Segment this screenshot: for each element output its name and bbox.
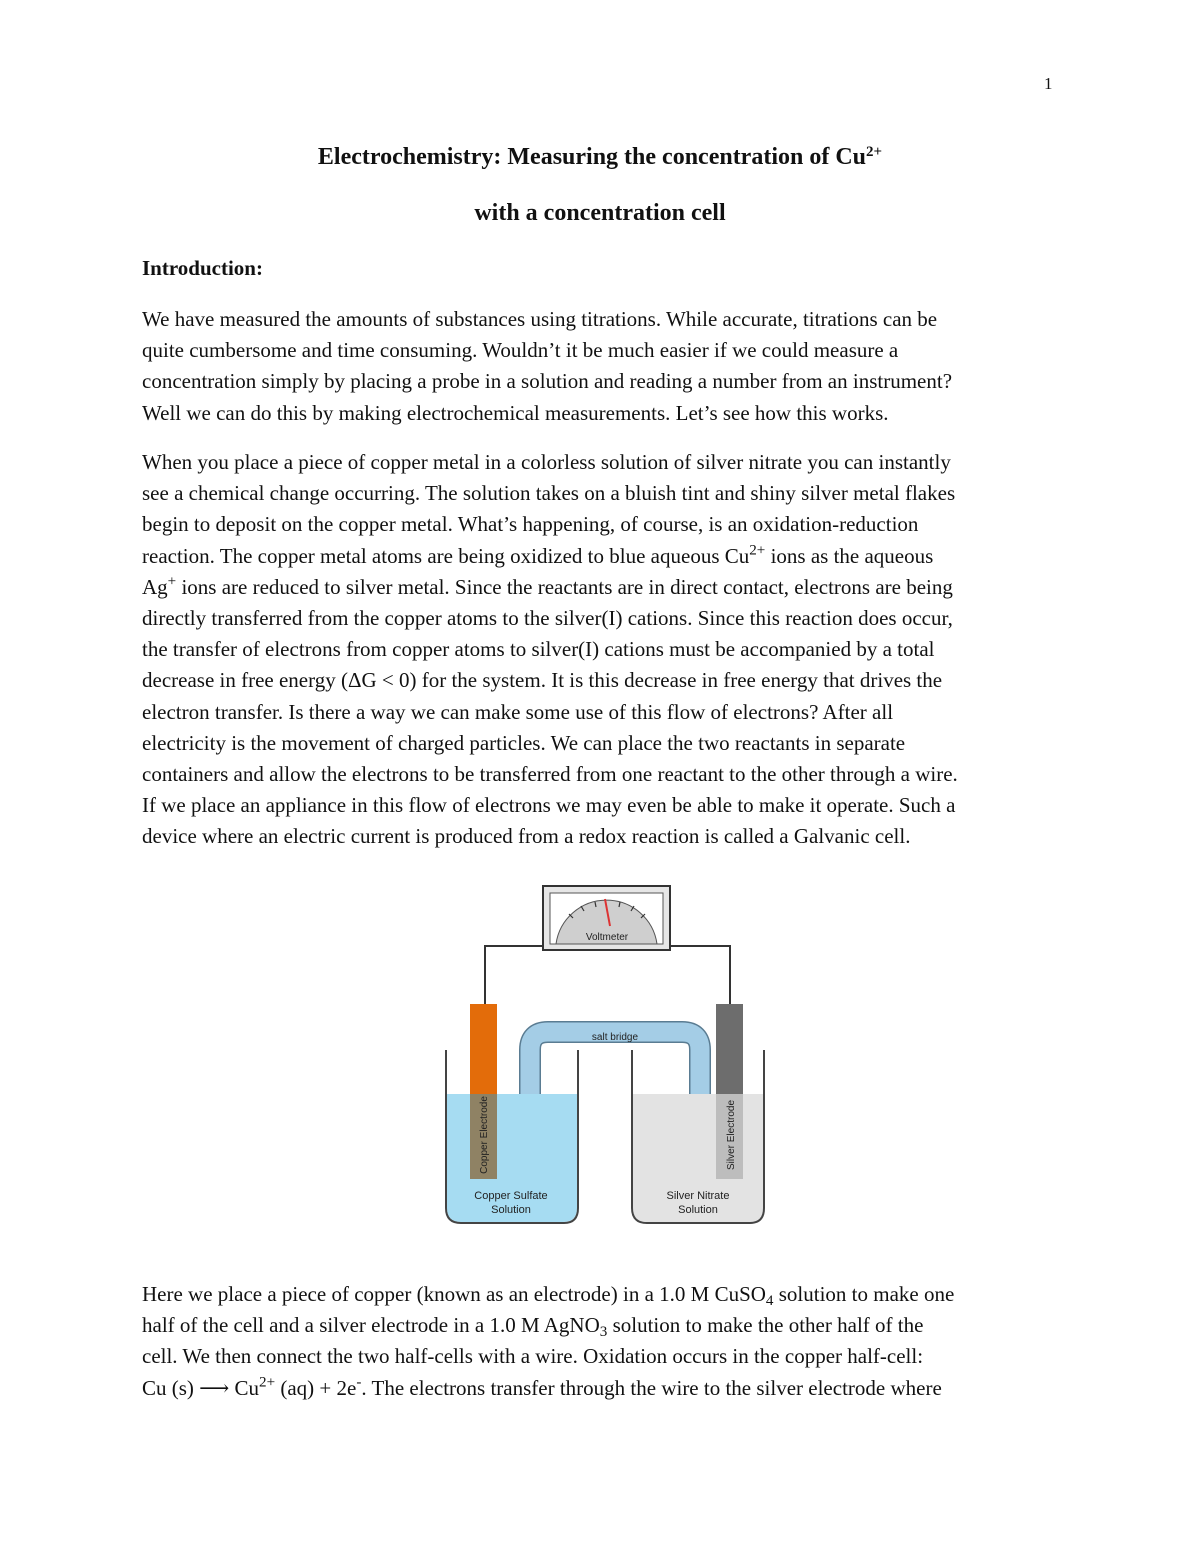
superscript: +: [167, 573, 177, 590]
paragraph-line: If we place an appliance in this flow of electrons we may even be able to make it operate. Such a: [142, 793, 956, 818]
paragraph-line: [142, 1279, 1072, 1310]
text-span: solution to make the other half of the: [607, 1313, 924, 1338]
subscript: 3: [599, 1323, 608, 1340]
superscript: 2+: [259, 1374, 276, 1391]
text-span: (aq) + 2e: [275, 1375, 357, 1400]
text-span: Cu (s) ⟶ Cu: [142, 1375, 260, 1400]
paragraph-line: begin to deposit on the copper metal. What’s happening, of course, is an oxidation-reduction: [142, 512, 919, 537]
paragraph-2: [142, 447, 1072, 853]
paragraph-line: We have measured the amounts of substances using titrations. While accurate, titrations can be: [142, 307, 938, 331]
copper-electrode-label: Copper Electrode: [479, 1096, 490, 1174]
paragraph-line: [142, 1310, 1072, 1341]
paragraph-line: decrease in free energy (ΔG < 0) for the system. It is this decrease in free energy that drives the: [142, 668, 943, 693]
title-superscript: 2+: [866, 143, 883, 160]
title-line-1: [0, 144, 1200, 171]
paragraph-line: device where an electric current is produced from a redox reaction is called a Galvanic cell.: [142, 824, 911, 849]
text-span: ions as the aqueous: [765, 543, 934, 568]
paragraph-line: When you place a piece of copper metal in a colorless solution of silver nitrate you can instantly: [142, 450, 951, 474]
galvanic-cell-diagram: [430, 880, 780, 1225]
paragraph-line: [142, 1373, 1072, 1404]
introduction-heading: Introduction:: [142, 256, 263, 280]
paragraph-line: Well we can do this by making electrochemical measurements. Let’s see how this works.: [142, 400, 889, 425]
gray-solution: [633, 1094, 763, 1222]
salt-bridge-label: salt bridge: [591, 1032, 639, 1043]
title-text: Electrochemistry: Measuring the concentration of Cu: [317, 144, 867, 170]
paragraph-line: cell. We then connect the two half-cells with a wire. Oxidation occurs in the copper half-cell:: [142, 1344, 924, 1369]
page-number: 1: [1044, 74, 1053, 93]
text-span: ions are reduced to silver metal. Since the reactants are in direct contact, electrons are being: [176, 574, 953, 599]
text-span: half of the cell and a silver electrode in a 1.0 M AgNO: [142, 1313, 600, 1338]
text-span: reaction. The copper metal atoms are being oxidized to blue aqueous Cu: [142, 543, 750, 568]
paragraph-line: quite cumbersome and time consuming. Wouldn’t it be much easier if we could measure a: [142, 338, 899, 363]
left-wire: [485, 946, 543, 1005]
paragraph-line: the transfer of electrons from copper atoms to silver(I) cations must be accompanied by a total: [142, 637, 935, 662]
text-span: solution to make one: [773, 1282, 955, 1306]
paragraph-line: electron transfer. Is there a way we can make some use of this flow of electrons? After all: [142, 699, 894, 724]
copper-solution-label-2: Solution: [491, 1204, 531, 1216]
paragraph-line: electricity is the movement of charged particles. We can place the two reactants in separate: [142, 730, 906, 755]
silver-solution-label-2: Solution: [678, 1204, 718, 1216]
copper-solution-label-1: Copper Sulfate: [474, 1190, 548, 1202]
subscript: 4: [765, 1292, 774, 1309]
blue-solution: [447, 1094, 577, 1222]
superscript: 2+: [749, 542, 766, 559]
paragraph-1: [142, 304, 1072, 429]
paragraph-line: [142, 541, 1072, 572]
paragraph-line: containers and allow the electrons to be transferred from one reactant to the other through a wire.: [142, 762, 958, 787]
paragraph-line: see a chemical change occurring. The solution takes on a bluish tint and shiny silver metal flakes: [142, 481, 956, 506]
voltmeter: [543, 886, 670, 950]
superscript: -: [356, 1374, 362, 1391]
title-line-2: with a concentration cell: [474, 200, 726, 226]
galvanic-cell-figure: [430, 880, 780, 1225]
paragraph-line: [142, 572, 1072, 603]
right-wire: [670, 946, 730, 1005]
silver-electrode-label: Silver Electrode: [726, 1099, 737, 1171]
voltmeter-label: Voltmeter: [585, 932, 629, 943]
text-span: Ag: [142, 574, 168, 599]
text-span: . The electrons transfer through the wire to the silver electrode where: [361, 1375, 942, 1400]
paragraph-3: [142, 1279, 1072, 1404]
silver-solution-label-1: Silver Nitrate: [666, 1190, 730, 1202]
paragraph-line: directly transferred from the copper atoms to the silver(I) cations. Since this reaction does occur,: [142, 606, 953, 631]
paragraph-line: concentration simply by placing a probe in a solution and reading a number from an instrument?: [142, 369, 953, 394]
text-span: Here we place a piece of copper (known as an electrode) in a 1.0 M CuSO: [142, 1282, 766, 1306]
